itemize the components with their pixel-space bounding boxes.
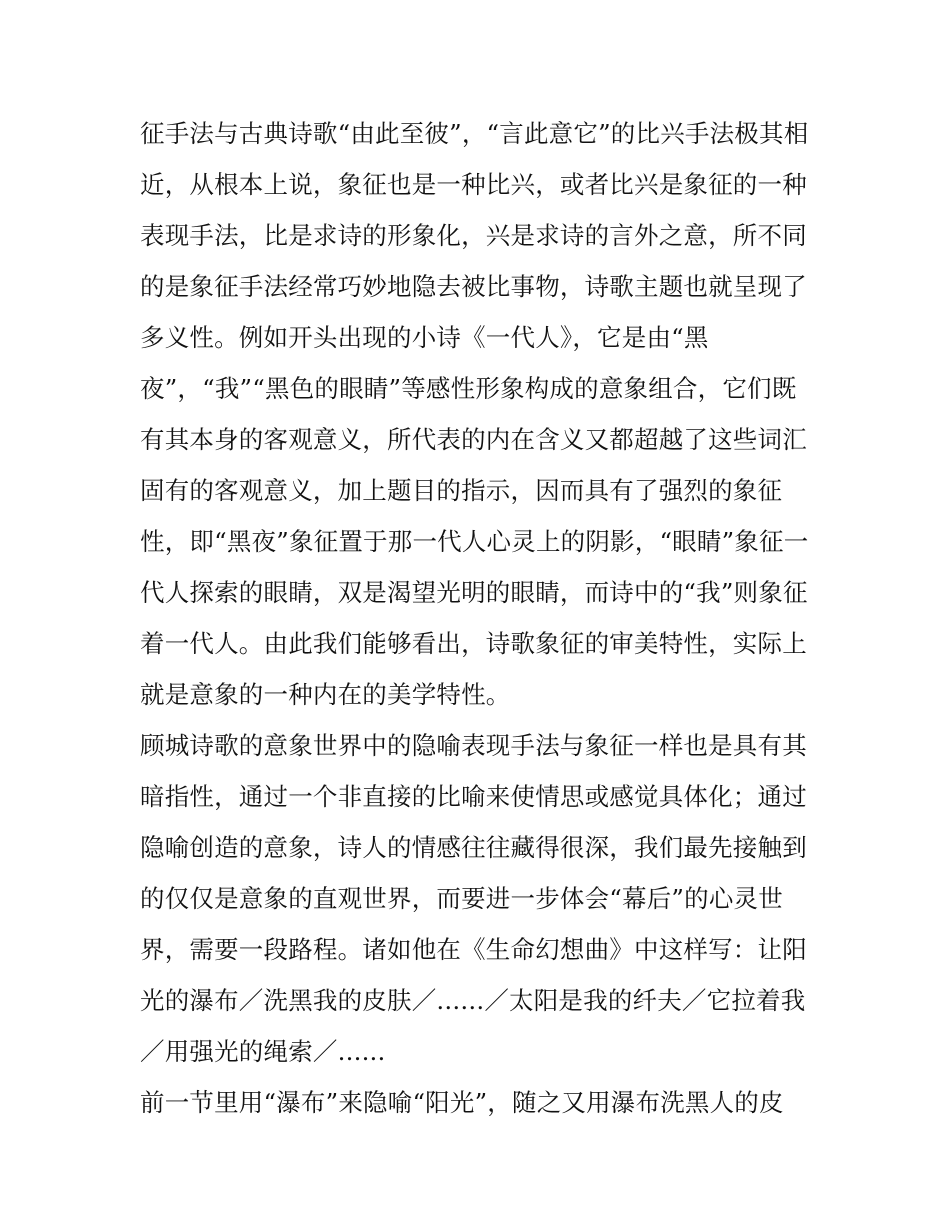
text-line: 光的瀑布／洗黑我的皮肤／......／太阳是我的纤夫／它拉着我 (140, 986, 806, 1015)
text-line: 顾城诗歌的意象世界中的隐喻表现手法与象征一样也是具有其 (140, 731, 807, 760)
text-line: 就是意象的一种内在的美学特性。 (140, 680, 511, 709)
text-line: 前一节里用“瀑布”来隐喻“阳光”，随之又用瀑布洗黑人的皮 (140, 1088, 784, 1117)
text-line: 有其本身的客观意义，所代表的内在含义又都超越了这些词汇 (140, 425, 807, 454)
text-line: 代人探索的眼睛，双是渴望光明的眼睛，而诗中的“我”则象征 (140, 578, 808, 607)
text-line: 多义性。例如开头出现的小诗《一代人》，它是由“黑 (140, 323, 709, 352)
text-line: 的是象征手法经常巧妙地隐去被比事物，诗歌主题也就呈现了 (140, 272, 807, 301)
text-line: 暗指性，通过一个非直接的比喻来使情思或感觉具体化；通过 (140, 782, 807, 811)
text-line: 夜”，“我”“黑色的眼睛”等感性形象构成的意象组合，它们既 (140, 374, 797, 403)
text-line: 固有的客观意义，加上题目的指示，因而具有了强烈的象征 (140, 476, 783, 505)
text-line: 的仅仅是意象的直观世界，而要进一步体会“幕后”的心灵世 (140, 884, 783, 913)
text-line: 界，需要一段路程。诸如他在《生命幻想曲》中这样写：让阳 (140, 935, 807, 964)
text-line: 着一代人。由此我们能够看出，诗歌象征的审美特性，实际上 (140, 629, 807, 658)
text-line: 表现手法，比是求诗的形象化，兴是求诗的言外之意，所不同 (140, 221, 807, 250)
document-body (140, 108, 812, 1128)
text-line: 近，从根本上说，象征也是一种比兴，或者比兴是象征的一种 (140, 170, 807, 199)
text-line: 隐喻创造的意象，诗人的情感往往藏得很深，我们最先接触到 (140, 833, 807, 862)
text-line: 征手法与古典诗歌“由此至彼”，“言此意它”的比兴手法极其相 (140, 119, 809, 148)
text-line: 性，即“黑夜”象征置于那一代人心灵上的阴影，“眼睛”象征一 (140, 527, 809, 556)
text-line: ／用强光的绳索／...... (140, 1037, 386, 1066)
